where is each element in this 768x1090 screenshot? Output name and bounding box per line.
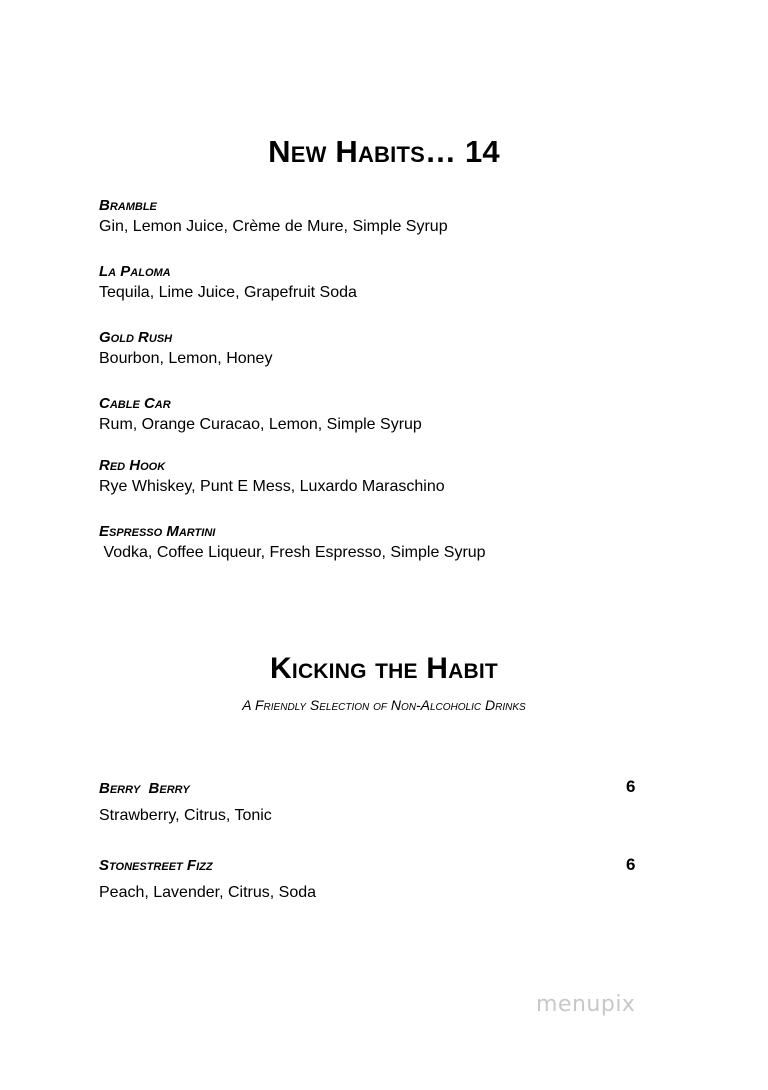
item-description: Vodka, Coffee Liqueur, Fresh Espresso, Simple Syrup [99,544,486,561]
menu-item [99,779,659,827]
item-description: Peach, Lavender, Citrus, Soda [99,884,317,901]
item-name: Red Hook [99,457,166,474]
item-price: 6 [626,777,636,796]
item-name: Gold Rush [99,329,173,346]
menu-item [99,196,659,238]
menu-item [99,456,659,498]
item-name: Berry Berry [99,780,190,797]
item-description: Bourbon, Lemon, Honey [99,350,273,367]
section-subtitle: A Friendly Selection of Non-Alcoholic Drinks [242,697,526,713]
menu-item [99,522,659,564]
section-title-new-habits: New Habits… 14 [268,134,500,169]
watermark-logo: menupix [536,992,636,1017]
item-description: Gin, Lemon Juice, Crème de Mure, Simple Syrup [99,218,448,235]
menu-item [99,328,659,370]
item-name: Cable Car [99,395,171,412]
item-name: Stonestreet Fizz [99,857,213,874]
item-name: La Paloma [99,263,171,280]
menu-item [99,394,659,436]
menu-item [99,856,659,904]
item-price: 6 [626,855,636,874]
item-description: Strawberry, Citrus, Tonic [99,807,272,824]
item-description: Rye Whiskey, Punt E Mess, Luxardo Maraschino [99,478,445,495]
item-name: Espresso Martini [99,523,216,540]
item-description: Rum, Orange Curacao, Lemon, Simple Syrup [99,416,422,433]
item-description: Tequila, Lime Juice, Grapefruit Soda [99,284,357,301]
item-name: Bramble [99,197,157,214]
section-title-kicking-the-habit: Kicking the Habit [270,652,498,685]
menu-item [99,262,659,304]
